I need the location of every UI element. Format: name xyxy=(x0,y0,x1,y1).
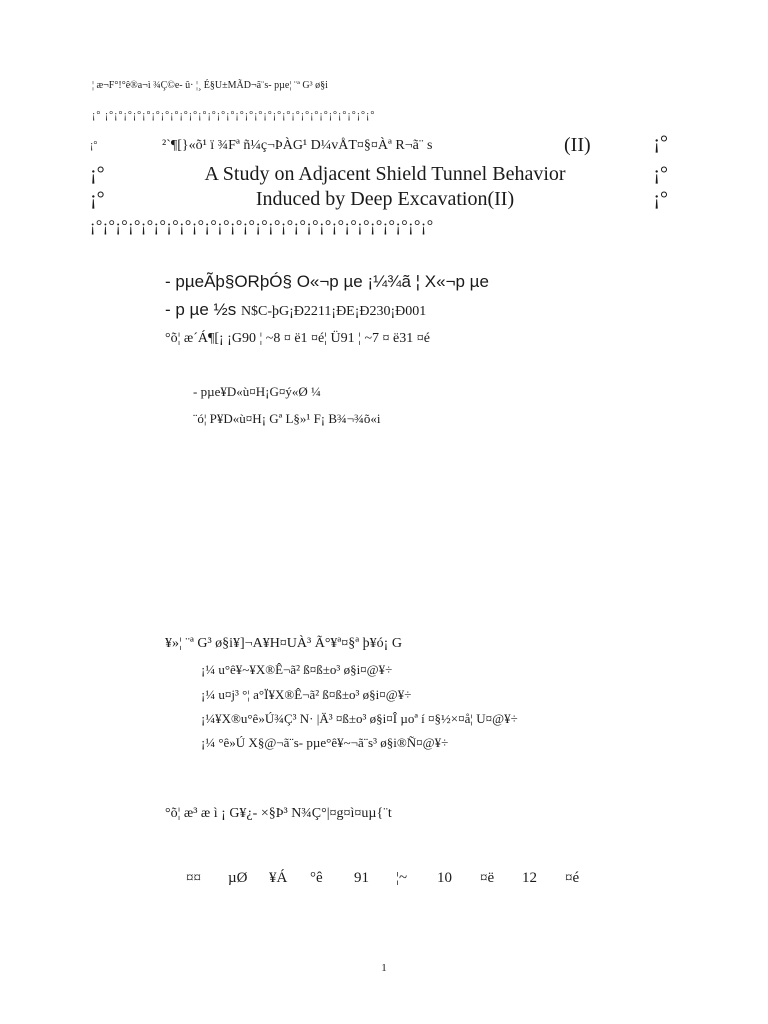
date-year: 91 xyxy=(354,870,369,886)
co-investigator: ¨ó¦ P¥D«ù¤H¡ Gª L§»¹ F¡ B¾¬¾õ«i xyxy=(193,411,381,426)
chinese-title: ²`¶[}«õ¹ ï ¾Fª ñ¼ç¬ÞÀG¹ D¼vÅT¤§¤Àª R¬ã¨ s xyxy=(162,138,433,153)
title-bottom-divider: ¡°¡°¡°¡°¡°¡°¡°¡°¡°¡°¡°¡°¡°¡°¡°¡°¡°¡°¡°¡°¡°¡°¡°¡°¡°¡°¡° xyxy=(90,218,434,235)
project-code: N$C-þG¡Ð2211¡ÐE¡Ð230¡Ð001 xyxy=(240,304,427,319)
english-title-row-2 xyxy=(90,188,680,214)
project-code-line xyxy=(165,300,426,320)
left-mark-1: ¡° xyxy=(90,163,105,185)
date-day: 12 xyxy=(522,870,537,886)
date-part-1: ¤¤ xyxy=(186,870,201,886)
english-title-line-1: A Study on Adjacent Shield Tunnel Behavior xyxy=(204,163,566,185)
project-code-prefix: - p µe ½s xyxy=(165,300,241,319)
right-mark-1: ¡° xyxy=(653,132,668,154)
project-name: - pµeÃþ§ORþÓ§ O«¬p µe ¡¼¾ã ¦ X«¬p µe xyxy=(165,272,489,291)
date-part-6: ¦~ xyxy=(396,870,408,886)
contents-item-4: ¡¼ °ê»Ú X§@¬ã¨s- pµe°ê¥~¬ã¨s³ ø§i®Ñ¤@¥÷ xyxy=(201,735,449,750)
left-mark-2: ¡° xyxy=(90,188,105,210)
contents-item-1: ¡¼ u°ê¥~¥X®Ê¬ã² ß¤ß±o³ ø§i¤@¥÷ xyxy=(201,662,393,677)
right-mark-3: ¡° xyxy=(653,188,668,210)
contents-item-2: ¡¼ u¤j³ °¦ a°Ï¥X®Ê¬ã² ß¤ß±o³ ø§i¤@¥÷ xyxy=(201,687,412,702)
title-corner-mark-small: ¡° xyxy=(90,140,98,151)
right-mark-2: ¡° xyxy=(653,163,668,185)
header-line-2: ¡° ¡°¡°¡°¡°¡°¡°¡°¡°¡°¡°¡°¡°¡°¡°¡°¡°¡°¡°¡°¡°¡°¡°¡°¡°¡°¡°¡°¡°¡° xyxy=(92,110,376,121)
english-title-line-2: Induced by Deep Excavation(II) xyxy=(255,188,515,210)
date-part-2: µØ xyxy=(228,870,248,886)
chinese-title-suffix: (II) xyxy=(564,134,591,156)
date-part-3: ¥Á xyxy=(269,870,288,886)
header-line-1: ¦ æ¬F°!°ê®a¬ì ¾Ç©e- û· ¦¸ É§U±MÃD¬ã¨s- pµe¦ ¨ª G³ ø§i xyxy=(92,80,328,91)
date-part-4: °ê xyxy=(310,870,323,886)
date-month: 10 xyxy=(437,870,452,886)
english-title-row-1 xyxy=(90,163,680,189)
contents-item-3: ¡¼¥X®u°ê»Ú¾Ç³ N· |Ä³ ¤ß±o³ ø§i¤Î µoª í ¤§½×¤å¦ U¤@¥÷ xyxy=(201,711,518,726)
date-part-8: ¤ë xyxy=(480,870,495,886)
project-period: °õ¦ æ´Á¶[¡ ¡G90 ¦ ~8 ¤ ë1 ¤é¦ Ü91 ¦ ~7 ¤ ë31 ¤é xyxy=(165,331,430,346)
contents-heading: ¥»¦ ¨ª G³ ø§i¥]¬A¥H¤UÀ³ Ã°¥ª¤§ª þ¥ó¡ G xyxy=(165,636,402,651)
executing-unit: °õ¦ æ³ æ ì ¡ G¥¿- ×§Þ³ N¾Ç°|¤g¤ì¤uµ{¨t xyxy=(165,806,392,821)
date-line xyxy=(0,870,768,894)
chinese-title-row xyxy=(90,134,680,160)
page-number: 1 xyxy=(381,962,387,974)
date-part-10: ¤é xyxy=(565,870,580,886)
principal-investigator: - pµe¥D«ù¤H¡G¤ý«Ø ¼ xyxy=(193,384,321,399)
